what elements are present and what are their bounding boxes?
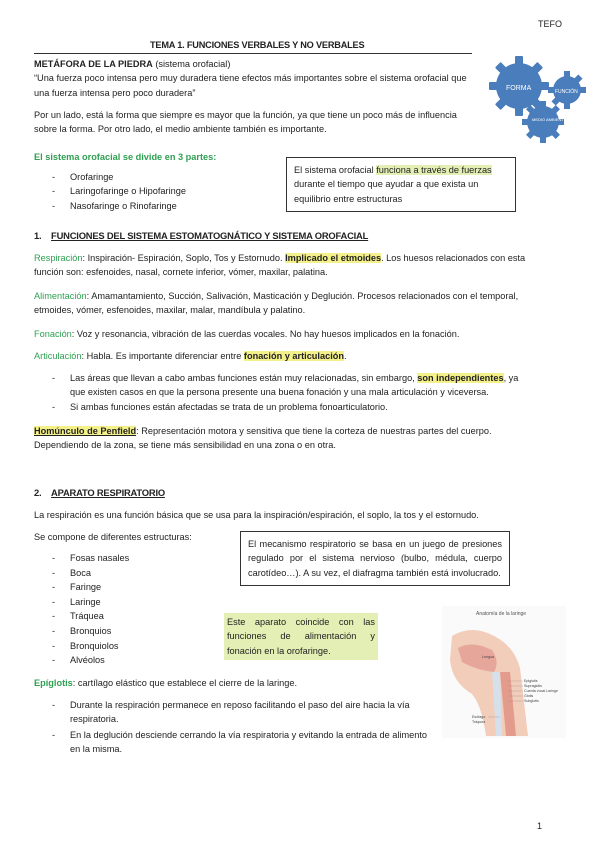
mechanism-box: El mecanismo respiratorio se basa en un juego de presiones regulado por el sistema nervioso (bulbo, médula, cuerpo carotídeo…). A su vez, el diafragma también está involucrado. — [240, 531, 510, 586]
list-item: - Bronquiolos — [34, 639, 214, 654]
list-item: - Orofaringe — [34, 170, 274, 184]
anatomy-title: Anatomía de la laringe — [476, 611, 527, 617]
highlight-etmoides: Implicado el etmoides — [285, 253, 382, 263]
box-text: durante el tiempo que ayudar a que exista un equilibrio entre estructuras — [294, 179, 479, 204]
highlight-independientes: son independientes — [417, 373, 504, 383]
section-number: 1. — [34, 230, 42, 241]
page-number: 1 — [537, 821, 543, 831]
list-item — [34, 371, 528, 400]
text: : Habla. Es importante diferenciar entre — [81, 351, 244, 361]
gear-label-funcion: FUNCIÓN — [555, 89, 578, 95]
text: : cartílago elástico que establece el cierre de la laringe. — [72, 678, 297, 688]
section-number: 2. — [34, 487, 42, 498]
term-fonacion: Fonación — [34, 329, 72, 339]
list-item: - Alvéolos — [34, 653, 214, 668]
section-2-heading — [34, 486, 165, 501]
structures-list — [34, 551, 214, 668]
term-articulacion: Articulación — [34, 351, 82, 361]
list-item: - Durante la respiración permanece en reposo facilitando el paso del aire hacia la vía respiratoria. — [34, 698, 434, 727]
anatomy-label: Subglotis — [524, 699, 539, 703]
metaphor-heading-paren: (sistema orofacial) — [155, 59, 231, 69]
intro-paragraph: Por un lado, está la forma que siempre es mayor que la función, ya que tiene un poco más de influencia sobre la forma. Por otro lado, el medio ambiente también es importante. — [34, 110, 457, 135]
coincide-note: Este aparato coincide con las funciones de alimentación y fonación en la orofaringe. — [224, 613, 378, 660]
text: : Voz y resonancia, vibración de las cuerdas vocales. No hay huesos implicados en la fonación. — [71, 329, 460, 339]
list-item: - Nasofaringe o Rinofaringe — [34, 199, 274, 213]
text: : Representación motora y sensitiva que tiene la corteza de nuestras partes del cuerpo. Dependiendo de la zona, se tiene más sensibilidad en una zona o en otra. — [34, 426, 492, 451]
list-item: - Fosas nasales — [34, 551, 214, 566]
anatomy-label: Laringe — [546, 689, 558, 693]
term-epiglotis: Epíglotis — [34, 678, 73, 688]
title-rule — [34, 53, 472, 54]
text: Las áreas que llevan a cabo ambas funciones están muy relacionadas, sin embargo, — [70, 373, 418, 383]
orofacial-heading: El sistema orofacial se divide en 3 partes: — [34, 152, 217, 162]
list-item: - Boca — [34, 566, 214, 581]
anatomy-label: Epiglotis — [524, 679, 538, 683]
list-item: - Laringofaringe o Hipofaringe — [34, 184, 274, 198]
articulacion-paragraph — [34, 349, 528, 363]
anatomy-label: Tráquea — [472, 720, 486, 724]
anatomy-label: Glotis — [524, 694, 534, 698]
anatomy-label: Supraglotis — [524, 684, 542, 688]
respiracion-intro: La respiración es una función básica que se usa para la inspiración/espiración, el soplo, la tos y el estornudo. — [34, 510, 479, 520]
epiglotis-paragraph — [34, 676, 434, 690]
section-title: APARATO RESPIRATORIO — [51, 487, 165, 498]
text: : Inspiración- Espiración, Soplo, Tos y Estornudo. — [82, 253, 286, 263]
anatomy-label: Cuerda vocal — [524, 689, 546, 693]
list-item: - En la deglución desciende cerrando la vía respiratoria y evitando la entrada de alimento en la misma. — [34, 728, 434, 757]
epiglotis-list — [34, 698, 434, 756]
list-item: - Laringe — [34, 595, 214, 610]
orofacial-parts-list — [34, 170, 274, 213]
text: . Los huesos relacionados con esta función son: esfenoides, nasal, cornete inferior, vómer, maxilar, palatina. — [34, 253, 526, 278]
page-title: TEMA 1. FUNCIONES VERBALES Y NO VERBALES — [150, 40, 365, 50]
term-respiracion: Respiración — [34, 253, 83, 263]
list-item: - Si ambas funciones están afectadas se trata de un problema fonoarticulatorio. — [34, 400, 528, 414]
term-alimentacion: Alimentación — [34, 291, 87, 301]
text: : Amamantamiento, Succión, Salivación, Masticación y Deglución. Procesos relacionados con el temporal, etmoides, vómer, esfenoides, maxilar, malar, mandíbula y palatino. — [34, 291, 519, 316]
metaphor-quote: “Una fuerza poco intensa pero muy duradera tiene efectos más importantes sobre el sistema orofacial que una fuerza intensa pero poco duradera” — [34, 73, 467, 98]
text: . — [343, 351, 347, 361]
box-text: El sistema orofacial — [294, 165, 377, 175]
list-item: - Bronquios — [34, 624, 214, 639]
compone-text: Se compone de diferentes estructuras: — [34, 532, 192, 542]
larynx-anatomy-image — [442, 606, 566, 738]
orofacial-force-box — [286, 157, 516, 212]
section-1-heading — [34, 229, 368, 244]
anatomy-label: Lengua — [482, 655, 494, 659]
respiracion-paragraph — [34, 251, 528, 280]
anatomy-label: Esófago — [472, 715, 486, 719]
text: , ya que existen casos en que la persona presente una buena fonación y una mala articulación y viceversa. — [70, 373, 519, 398]
term-homunculo: Homúnculo de Penfield — [34, 426, 137, 436]
section-title: FUNCIONES DEL SISTEMA ESTOMATOGNÁTICO Y SISTEMA OROFACIAL — [51, 230, 369, 241]
course-tag: TEFO — [538, 19, 562, 29]
highlight-fonacion-articulacion: fonación y articulación — [243, 351, 344, 361]
metaphor-block — [34, 57, 474, 100]
list-item: - Faringe — [34, 580, 214, 595]
alimentacion-paragraph — [34, 289, 528, 318]
list-item: - Tráquea — [34, 609, 214, 624]
homunculo-paragraph — [34, 424, 528, 453]
gear-label-forma: FORMA — [506, 85, 532, 92]
articulacion-list — [34, 371, 528, 414]
metaphor-heading: METÁFORA DE LA PIEDRA — [34, 59, 153, 69]
fonacion-paragraph — [34, 327, 528, 341]
gear-label-medio: MEDIO AMBIENTE — [532, 117, 567, 122]
gears-illustration — [486, 50, 592, 146]
box-highlight: funciona a través de fuerzas — [376, 165, 492, 175]
